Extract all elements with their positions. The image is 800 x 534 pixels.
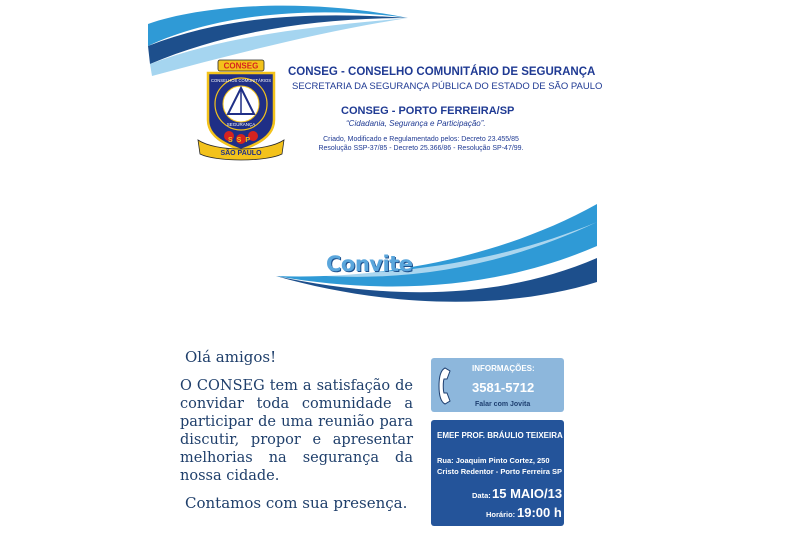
org-title: CONSEG - CONSELHO COMUNITÁRIO DE SEGURANÇA: [288, 66, 596, 78]
event-address: [437, 455, 562, 477]
invite-message: O CONSEG tem a satisfação de convidar toda comunidade a participar de uma reunião para discutir, propor e apresentar melhorias na segurança da nossa cidade.: [180, 378, 413, 484]
logo-top-label: CONSEG: [223, 61, 259, 71]
event-date: 15 MAIO/13: [492, 486, 563, 501]
greeting: Olá amigos!: [185, 348, 277, 366]
address-line-2: Cristo Redentor - Porto Ferreira SP: [437, 467, 563, 476]
legal-line-2: Resolução SSP-37/85 - Decreto 25.366/86 - Resolução SP-47/99.: [318, 145, 524, 152]
date-label: Data:: [472, 491, 491, 500]
logo-ring-text: CONSELHOS COMUNITÁRIOS: [210, 78, 272, 83]
legal-line-1: Criado, Modificado e Regulamentado pelos: Decreto 23.455/85: [323, 136, 519, 143]
org-city: CONSEG - PORTO FERREIRA/SP: [341, 105, 515, 117]
phone-icon: [437, 366, 463, 406]
logo-ribbon-text: SÃO PAULO: [220, 150, 262, 157]
logo-inner-text: SEGURANÇA: [226, 122, 256, 127]
org-motto: “Cidadania, Segurança e Participação”.: [346, 119, 486, 128]
event-time: 19:00 h: [517, 505, 562, 520]
time-label: Horário:: [486, 510, 516, 519]
invite-title: Convite: [326, 252, 413, 276]
legal-notice: [301, 135, 541, 153]
conseg-logo: [196, 58, 286, 162]
address-line-1: Rua: Joaquim Pinto Cortez, 250: [437, 456, 550, 465]
closing-line: Contamos com sua presença.: [185, 494, 408, 512]
logo-initials: SSP: [227, 137, 255, 144]
contact-name: Falar com Jovita: [475, 401, 531, 408]
phone-number: 3581-5712: [472, 380, 535, 395]
org-subtitle: SECRETARIA DA SEGURANÇA PÚBLICA DO ESTADO DE SÃO PAULO: [292, 81, 603, 92]
info-label: INFORMAÇÕES:: [472, 364, 535, 373]
event-venue: EMEF PROF. BRÁULIO TEIXEIRA: [437, 431, 563, 440]
mid-swoosh-light: [276, 204, 597, 286]
